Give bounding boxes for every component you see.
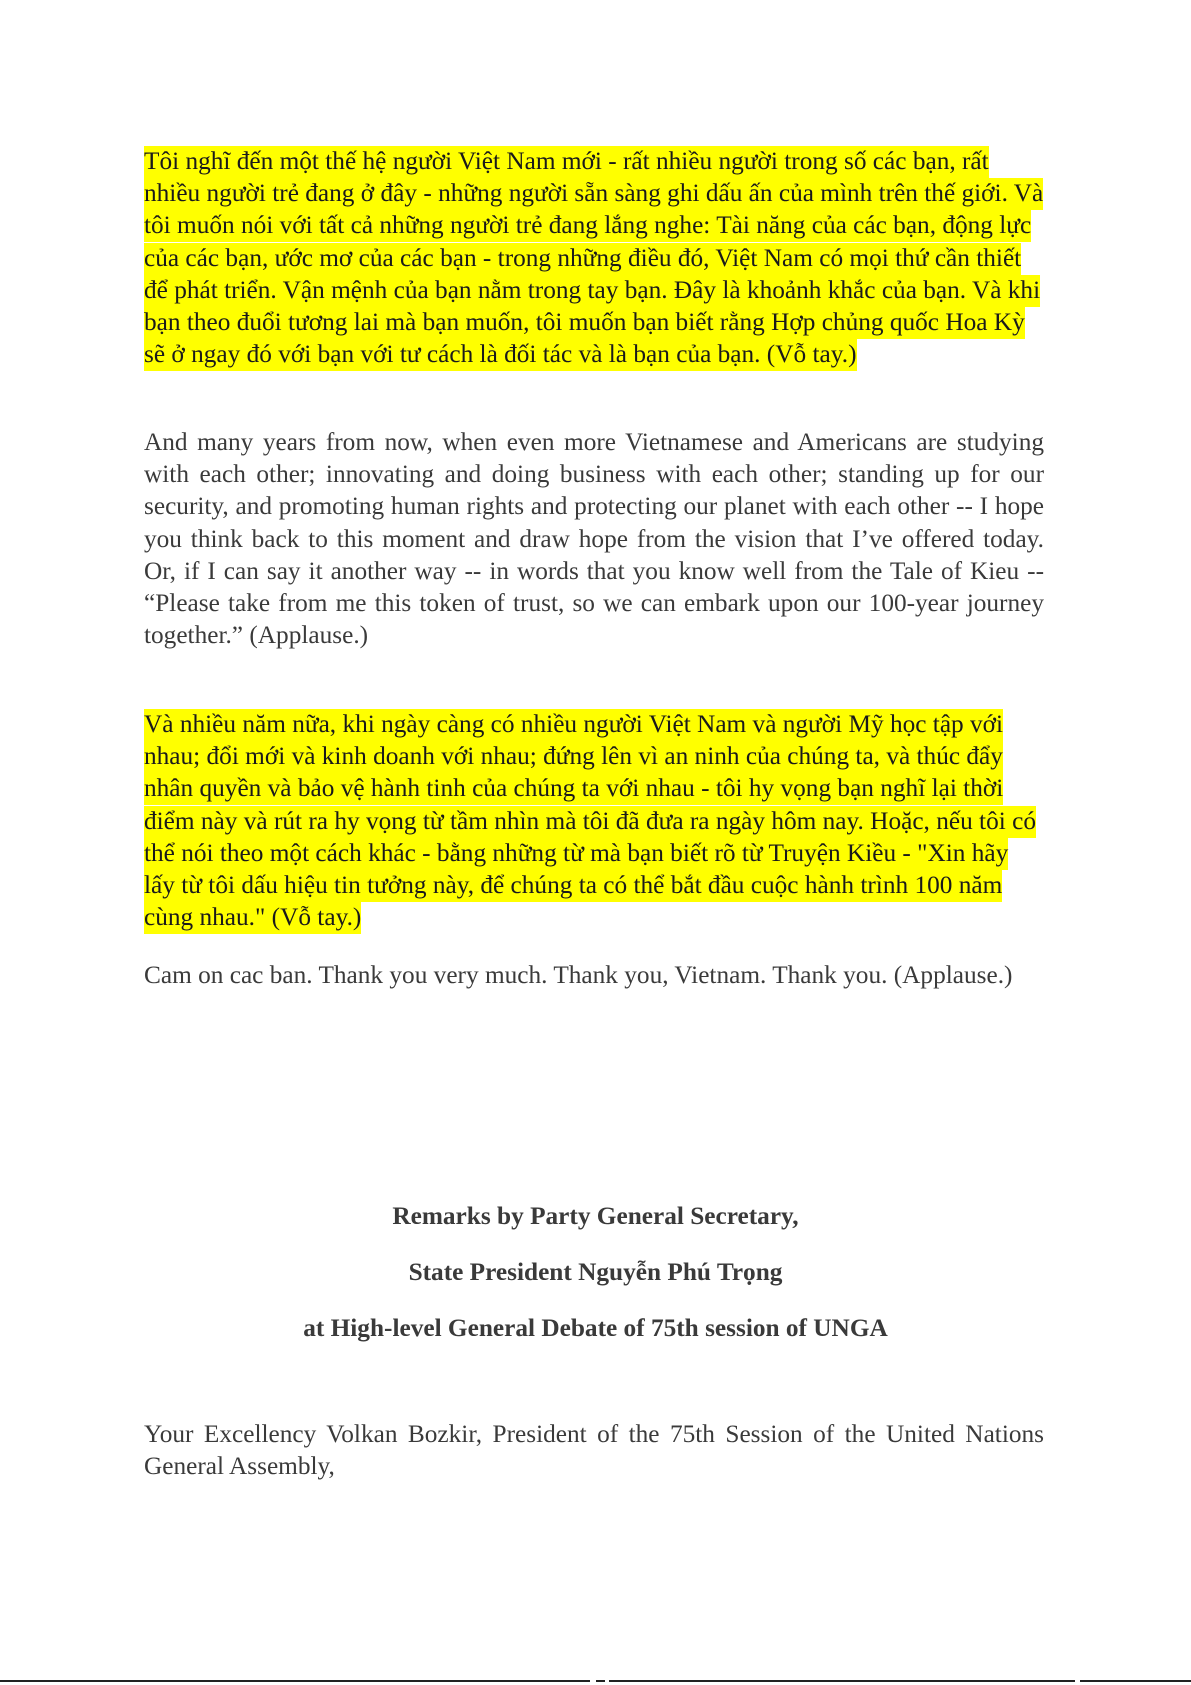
highlighted-paragraph-vietnamese-2 — [144, 708, 1044, 933]
highlighted-text: Và nhiều năm nữa, khi ngày càng có nhiều người Việt Nam và người Mỹ học tập với nhau; đổi mới và kinh doanh với nhau; đứng lên vì an ninh của chúng ta, và thúc đẩy nhân quyền và bảo vệ hành tinh của chúng ta với nhau - tôi hy vọng bạn nghĩ lại thời điểm này và rút ra hy vọng từ tầm nhìn mà tôi đã đưa ra ngày hôm nay. Hoặc, nếu tôi có thể nói theo một cách khác - bằng những từ mà bạn biết rõ từ Truyện Kiều - "Xin hãy lấy từ tôi dấu hiệu tin tưởng này, để chúng ta có thể bắt đầu cuộc hành trình 100 năm cùng nhau." (Vỗ tay.) — [144, 709, 1036, 934]
heading-line-1: Remarks by Party General Secretary, — [392, 1202, 799, 1230]
heading-line-2: State President Nguyễn Phú Trọng — [408, 1258, 783, 1286]
heading-line-3: at High-level General Debate of 75th session of UNGA — [303, 1314, 888, 1342]
rule-gap — [605, 1680, 609, 1682]
highlighted-text: Tôi nghĩ đến một thế hệ người Việt Nam mới - rất nhiều người trong số các bạn, rất nhiều người trẻ đang ở đây - những người sẵn sàng ghi dấu ấn của mình trên thế giới. Và tôi muốn nói với tất cả những người trẻ đang lắng nghe: Tài năng của các bạn, động lực của các bạn, ước mơ của các bạn - trong những điều đó, Việt Nam có mọi thứ cần thiết để phát triển. Vận mệnh của bạn nằm trong tay bạn. Đây là khoảnh khắc của bạn. Và khi bạn theo đuổi tương lai mà bạn muốn, tôi muốn bạn biết rằng Hợp chủng quốc Hoa Kỳ sẽ ở ngay đó với bạn với tư cách là đối tác và là bạn của bạn. (Vỗ tay.) — [144, 146, 1043, 371]
salutation-paragraph: Your Excellency Volkan Bozkir, President of the 75th Session of the United Nations General Assembly, — [144, 1420, 1044, 1481]
paragraph-english-1: And many years from now, when even more Vietnamese and Americans are studying with each other; innovating and doing business with each other; standing up for our security, and promoting human rights and protecting our planet with each other -- I hope you think back to this moment and draw hope from the vision that I’ve offered today. Or, if I can say it another way -- in words that you know well from the Tale of Kieu -- “Please take from me this token of trust, so we can embark upon our 100-year journey together.” (Applause.) — [144, 428, 1044, 650]
rule-gap — [590, 1680, 596, 1682]
page-bottom-rule — [0, 1680, 1191, 1682]
highlighted-paragraph-vietnamese-1 — [144, 145, 1044, 370]
rule-gap — [1075, 1680, 1080, 1682]
paragraph-english-2: Cam on cac ban. Thank you very much. Thank you, Vietnam. Thank you. (Applause.) — [144, 961, 1013, 989]
